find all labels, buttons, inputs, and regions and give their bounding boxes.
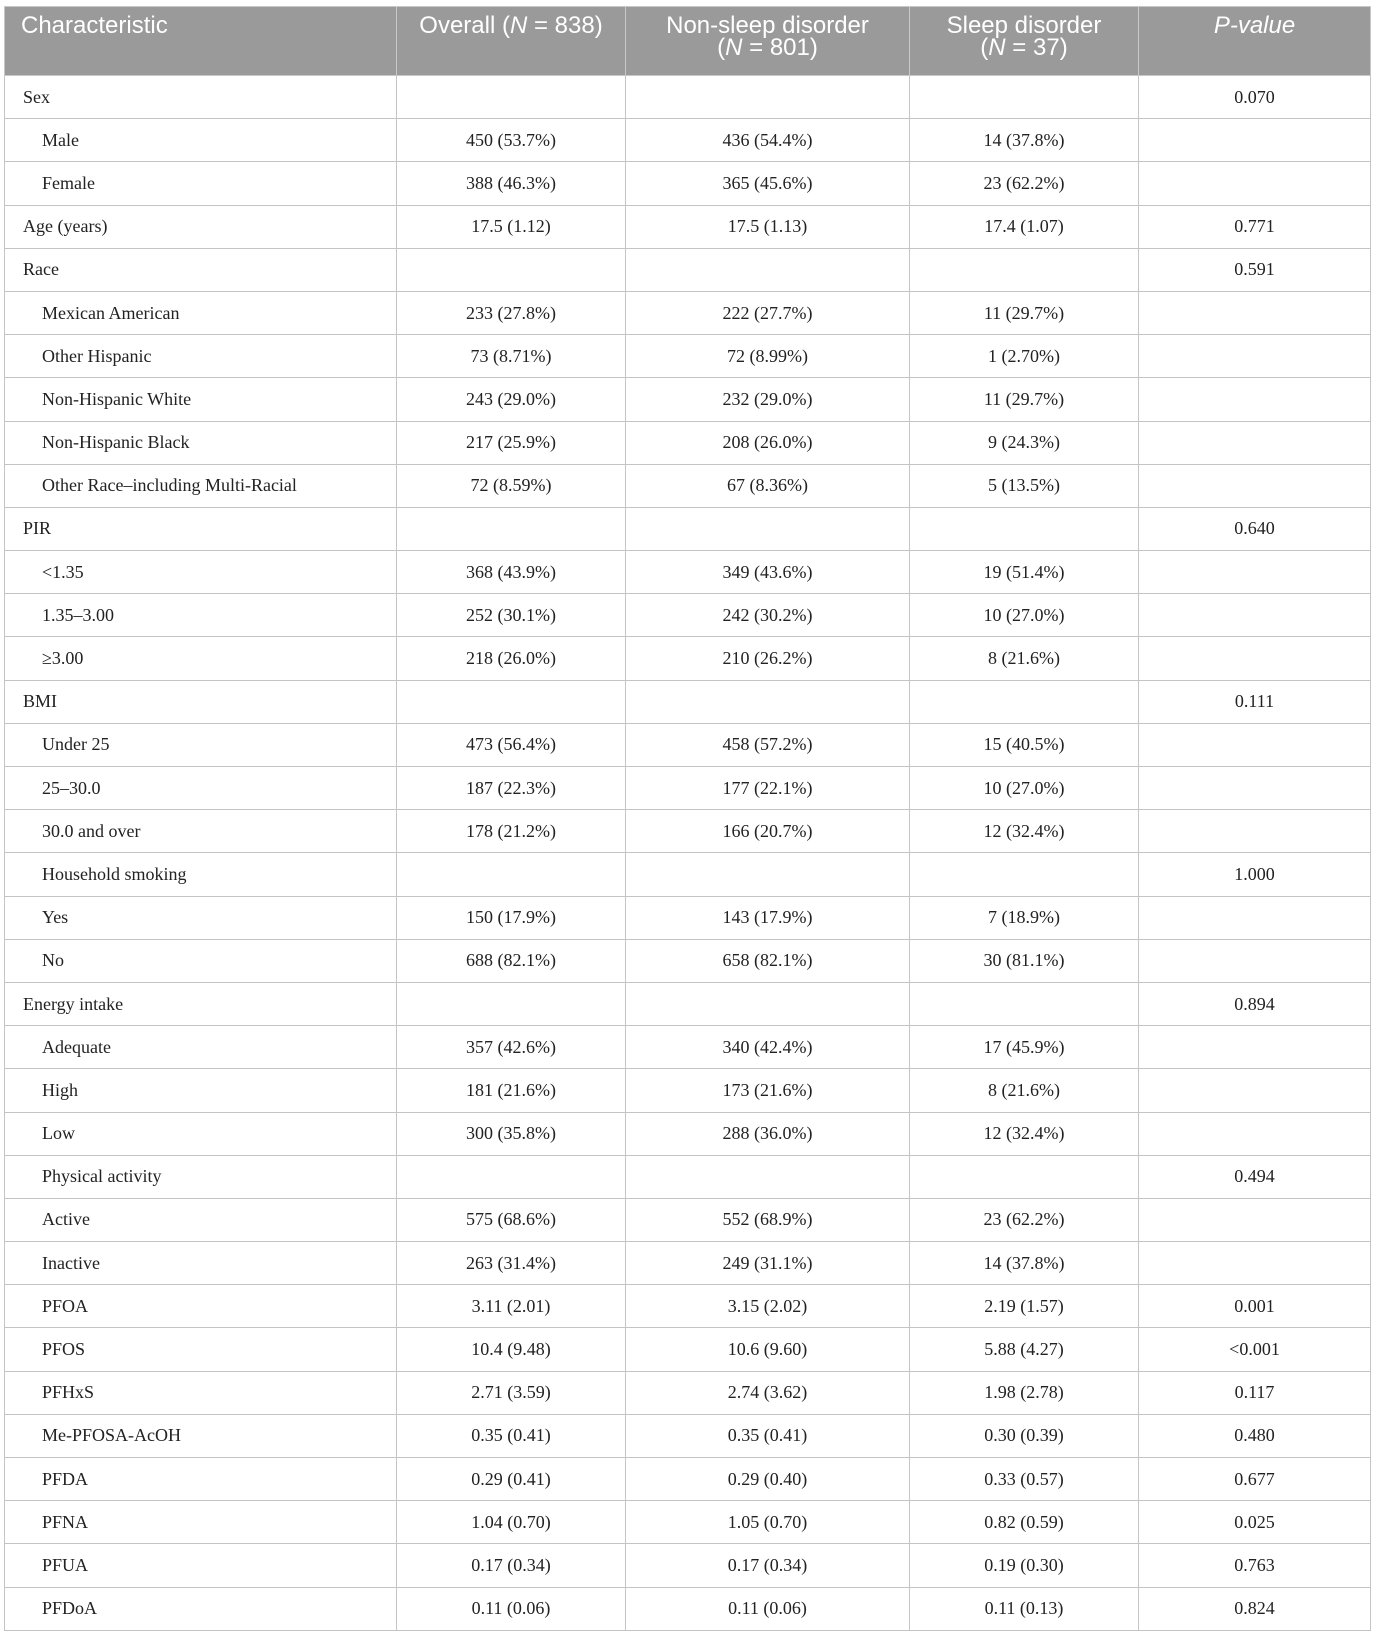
cell-pvalue [1139, 551, 1371, 594]
row-label: Age (years) [5, 205, 397, 248]
cell-overall: 2.71 (3.59) [397, 1371, 626, 1414]
cell-sleep: 9 (24.3%) [910, 421, 1139, 464]
cell-non-sleep: 436 (54.4%) [626, 119, 910, 162]
cell-non-sleep: 249 (31.1%) [626, 1242, 910, 1285]
cell-pvalue: 0.763 [1139, 1544, 1371, 1587]
row-label: No [5, 939, 397, 982]
row-label: <1.35 [5, 551, 397, 594]
cell-overall: 0.29 (0.41) [397, 1458, 626, 1501]
row-label: Race [5, 248, 397, 291]
cell-sleep: 0.11 (0.13) [910, 1587, 1139, 1630]
table-header [5, 7, 1371, 76]
cell-non-sleep: 166 (20.7%) [626, 810, 910, 853]
row-label: PFDA [5, 1458, 397, 1501]
table-row [5, 810, 1371, 853]
cell-sleep: 14 (37.8%) [910, 119, 1139, 162]
cell-overall: 178 (21.2%) [397, 810, 626, 853]
cell-pvalue: 0.025 [1139, 1501, 1371, 1544]
cell-overall [397, 248, 626, 291]
table-row [5, 594, 1371, 637]
cell-non-sleep: 177 (22.1%) [626, 767, 910, 810]
cell-sleep: 12 (32.4%) [910, 1112, 1139, 1155]
header-non-sleep-line1: Non-sleep disorder [666, 12, 869, 39]
header-non-sleep [626, 7, 910, 76]
cell-non-sleep: 143 (17.9%) [626, 896, 910, 939]
cell-sleep: 15 (40.5%) [910, 723, 1139, 766]
table-row [5, 982, 1371, 1025]
cell-overall: 3.11 (2.01) [397, 1285, 626, 1328]
cell-sleep: 5.88 (4.27) [910, 1328, 1139, 1371]
cell-sleep: 10 (27.0%) [910, 767, 1139, 810]
table-row [5, 507, 1371, 550]
cell-sleep: 23 (62.2%) [910, 1198, 1139, 1241]
cell-sleep: 0.82 (0.59) [910, 1501, 1139, 1544]
table-row [5, 637, 1371, 680]
cell-pvalue: 0.894 [1139, 982, 1371, 1025]
table-body [5, 76, 1371, 1631]
header-non-sleep-n: N [725, 34, 743, 61]
cell-pvalue [1139, 291, 1371, 334]
table-row [5, 1026, 1371, 1069]
table-row [5, 896, 1371, 939]
row-label: Active [5, 1198, 397, 1241]
cell-pvalue [1139, 1069, 1371, 1112]
cell-overall: 10.4 (9.48) [397, 1328, 626, 1371]
cell-pvalue: 0.494 [1139, 1155, 1371, 1198]
row-label: 30.0 and over [5, 810, 397, 853]
table-row [5, 1458, 1371, 1501]
cell-non-sleep: 222 (27.7%) [626, 291, 910, 334]
cell-non-sleep: 552 (68.9%) [626, 1198, 910, 1241]
cell-overall: 72 (8.59%) [397, 464, 626, 507]
row-label: 25–30.0 [5, 767, 397, 810]
cell-non-sleep [626, 680, 910, 723]
table-row [5, 1587, 1371, 1630]
cell-overall: 0.17 (0.34) [397, 1544, 626, 1587]
cell-non-sleep: 208 (26.0%) [626, 421, 910, 464]
row-label: Inactive [5, 1242, 397, 1285]
cell-overall: 300 (35.8%) [397, 1112, 626, 1155]
cell-overall: 688 (82.1%) [397, 939, 626, 982]
cell-non-sleep: 17.5 (1.13) [626, 205, 910, 248]
cell-pvalue: 0.001 [1139, 1285, 1371, 1328]
cell-overall: 0.35 (0.41) [397, 1414, 626, 1457]
cell-pvalue [1139, 939, 1371, 982]
table-row [5, 421, 1371, 464]
row-label: Yes [5, 896, 397, 939]
row-label: Household smoking [5, 853, 397, 896]
row-label: Low [5, 1112, 397, 1155]
cell-pvalue [1139, 335, 1371, 378]
cell-sleep: 5 (13.5%) [910, 464, 1139, 507]
table-row [5, 1069, 1371, 1112]
cell-non-sleep: 10.6 (9.60) [626, 1328, 910, 1371]
table-row [5, 853, 1371, 896]
cell-overall: 233 (27.8%) [397, 291, 626, 334]
cell-non-sleep: 173 (21.6%) [626, 1069, 910, 1112]
table-row [5, 162, 1371, 205]
header-non-sleep-post: = 801) [742, 34, 818, 61]
row-label: Non-Hispanic White [5, 378, 397, 421]
header-characteristic-label: Characteristic [21, 12, 168, 39]
header-overall-post: = 838) [527, 12, 603, 39]
table-row [5, 335, 1371, 378]
cell-pvalue [1139, 723, 1371, 766]
cell-non-sleep: 242 (30.2%) [626, 594, 910, 637]
cell-non-sleep [626, 507, 910, 550]
cell-non-sleep: 72 (8.99%) [626, 335, 910, 378]
row-label: ≥3.00 [5, 637, 397, 680]
cell-pvalue [1139, 1242, 1371, 1285]
cell-pvalue: 0.070 [1139, 76, 1371, 119]
row-label: Sex [5, 76, 397, 119]
cell-pvalue [1139, 594, 1371, 637]
row-label: PFNA [5, 1501, 397, 1544]
cell-pvalue: 0.111 [1139, 680, 1371, 723]
table-row [5, 205, 1371, 248]
cell-sleep [910, 853, 1139, 896]
cell-pvalue: 0.591 [1139, 248, 1371, 291]
table-row [5, 1501, 1371, 1544]
table-row [5, 1112, 1371, 1155]
row-label: Adequate [5, 1026, 397, 1069]
row-label: Female [5, 162, 397, 205]
cell-non-sleep: 658 (82.1%) [626, 939, 910, 982]
cell-overall [397, 507, 626, 550]
row-label: Male [5, 119, 397, 162]
cell-non-sleep: 349 (43.6%) [626, 551, 910, 594]
cell-sleep: 19 (51.4%) [910, 551, 1139, 594]
cell-sleep [910, 680, 1139, 723]
table-row [5, 291, 1371, 334]
row-label: Non-Hispanic Black [5, 421, 397, 464]
cell-non-sleep [626, 982, 910, 1025]
header-sleep-line1: Sleep disorder [946, 12, 1102, 39]
cell-sleep [910, 1155, 1139, 1198]
row-label: PFOA [5, 1285, 397, 1328]
cell-non-sleep [626, 1155, 910, 1198]
characteristics-table [4, 6, 1371, 1631]
cell-overall [397, 853, 626, 896]
table-row [5, 1371, 1371, 1414]
cell-sleep: 0.33 (0.57) [910, 1458, 1139, 1501]
table-row [5, 680, 1371, 723]
cell-pvalue [1139, 378, 1371, 421]
table-row [5, 464, 1371, 507]
row-label: Other Race–including Multi-Racial [5, 464, 397, 507]
header-pvalue [1139, 7, 1371, 76]
cell-pvalue: 1.000 [1139, 853, 1371, 896]
cell-overall [397, 76, 626, 119]
cell-sleep: 1.98 (2.78) [910, 1371, 1139, 1414]
header-sleep [910, 7, 1139, 76]
row-label: Under 25 [5, 723, 397, 766]
cell-overall: 181 (21.6%) [397, 1069, 626, 1112]
cell-pvalue [1139, 464, 1371, 507]
cell-overall: 473 (56.4%) [397, 723, 626, 766]
cell-pvalue: 0.771 [1139, 205, 1371, 248]
cell-pvalue [1139, 1198, 1371, 1241]
cell-non-sleep: 288 (36.0%) [626, 1112, 910, 1155]
row-label: PFUA [5, 1544, 397, 1587]
header-sleep-n: N [988, 34, 1006, 61]
cell-overall: 17.5 (1.12) [397, 205, 626, 248]
cell-non-sleep: 232 (29.0%) [626, 378, 910, 421]
cell-overall: 187 (22.3%) [397, 767, 626, 810]
cell-overall: 368 (43.9%) [397, 551, 626, 594]
table-row [5, 1544, 1371, 1587]
table-row [5, 248, 1371, 291]
cell-sleep: 17.4 (1.07) [910, 205, 1139, 248]
row-label: Physical activity [5, 1155, 397, 1198]
cell-sleep: 11 (29.7%) [910, 291, 1139, 334]
cell-sleep: 14 (37.8%) [910, 1242, 1139, 1285]
cell-non-sleep: 0.11 (0.06) [626, 1587, 910, 1630]
cell-overall: 388 (46.3%) [397, 162, 626, 205]
cell-non-sleep: 1.05 (0.70) [626, 1501, 910, 1544]
row-label: 1.35–3.00 [5, 594, 397, 637]
cell-overall [397, 680, 626, 723]
cell-overall: 73 (8.71%) [397, 335, 626, 378]
cell-sleep: 17 (45.9%) [910, 1026, 1139, 1069]
cell-overall: 150 (17.9%) [397, 896, 626, 939]
header-pvalue-label: P-value [1213, 12, 1296, 39]
row-label: PIR [5, 507, 397, 550]
header-overall [397, 7, 626, 76]
header-sleep-pre: ( [980, 34, 989, 61]
table-row [5, 1414, 1371, 1457]
cell-non-sleep: 210 (26.2%) [626, 637, 910, 680]
cell-sleep: 2.19 (1.57) [910, 1285, 1139, 1328]
cell-overall: 1.04 (0.70) [397, 1501, 626, 1544]
cell-non-sleep [626, 853, 910, 896]
table-row [5, 1285, 1371, 1328]
table-row [5, 1328, 1371, 1371]
cell-pvalue: 0.824 [1139, 1587, 1371, 1630]
table-row [5, 939, 1371, 982]
cell-non-sleep: 2.74 (3.62) [626, 1371, 910, 1414]
cell-sleep: 23 (62.2%) [910, 162, 1139, 205]
cell-non-sleep [626, 248, 910, 291]
row-label: High [5, 1069, 397, 1112]
cell-sleep [910, 982, 1139, 1025]
cell-overall: 218 (26.0%) [397, 637, 626, 680]
cell-pvalue [1139, 421, 1371, 464]
cell-overall: 450 (53.7%) [397, 119, 626, 162]
cell-non-sleep: 340 (42.4%) [626, 1026, 910, 1069]
cell-sleep [910, 76, 1139, 119]
cell-non-sleep: 0.17 (0.34) [626, 1544, 910, 1587]
cell-overall [397, 1155, 626, 1198]
cell-pvalue: 0.480 [1139, 1414, 1371, 1457]
cell-pvalue [1139, 162, 1371, 205]
cell-overall: 263 (31.4%) [397, 1242, 626, 1285]
cell-sleep: 0.30 (0.39) [910, 1414, 1139, 1457]
cell-sleep: 0.19 (0.30) [910, 1544, 1139, 1587]
cell-pvalue [1139, 896, 1371, 939]
cell-overall: 575 (68.6%) [397, 1198, 626, 1241]
table-row [5, 551, 1371, 594]
table-row [5, 723, 1371, 766]
cell-non-sleep: 67 (8.36%) [626, 464, 910, 507]
header-sleep-post: = 37) [1005, 34, 1068, 61]
cell-overall: 217 (25.9%) [397, 421, 626, 464]
cell-sleep: 8 (21.6%) [910, 1069, 1139, 1112]
cell-non-sleep: 0.35 (0.41) [626, 1414, 910, 1457]
cell-pvalue [1139, 810, 1371, 853]
row-label: PFOS [5, 1328, 397, 1371]
row-label: Me-PFOSA-AcOH [5, 1414, 397, 1457]
cell-sleep: 11 (29.7%) [910, 378, 1139, 421]
table-row [5, 1242, 1371, 1285]
table-row [5, 767, 1371, 810]
cell-pvalue: 0.117 [1139, 1371, 1371, 1414]
cell-sleep [910, 248, 1139, 291]
cell-overall: 252 (30.1%) [397, 594, 626, 637]
cell-overall: 243 (29.0%) [397, 378, 626, 421]
cell-pvalue [1139, 767, 1371, 810]
row-label: PFHxS [5, 1371, 397, 1414]
header-characteristic [5, 7, 397, 76]
row-label: Mexican American [5, 291, 397, 334]
cell-overall: 357 (42.6%) [397, 1026, 626, 1069]
cell-sleep [910, 507, 1139, 550]
cell-sleep: 8 (21.6%) [910, 637, 1139, 680]
cell-pvalue [1139, 1112, 1371, 1155]
row-label: Other Hispanic [5, 335, 397, 378]
header-overall-pre: Overall ( [419, 12, 510, 39]
row-label: Energy intake [5, 982, 397, 1025]
row-label: BMI [5, 680, 397, 723]
cell-sleep: 30 (81.1%) [910, 939, 1139, 982]
cell-pvalue: <0.001 [1139, 1328, 1371, 1371]
cell-non-sleep [626, 76, 910, 119]
cell-non-sleep: 458 (57.2%) [626, 723, 910, 766]
cell-sleep: 10 (27.0%) [910, 594, 1139, 637]
cell-overall [397, 982, 626, 1025]
header-non-sleep-pre: ( [717, 34, 726, 61]
cell-overall: 0.11 (0.06) [397, 1587, 626, 1630]
table-row [5, 1198, 1371, 1241]
row-label: PFDoA [5, 1587, 397, 1630]
cell-pvalue [1139, 1026, 1371, 1069]
cell-sleep: 12 (32.4%) [910, 810, 1139, 853]
cell-sleep: 1 (2.70%) [910, 335, 1139, 378]
cell-non-sleep: 365 (45.6%) [626, 162, 910, 205]
table-row [5, 76, 1371, 119]
table-row [5, 1155, 1371, 1198]
table-row [5, 378, 1371, 421]
cell-pvalue: 0.640 [1139, 507, 1371, 550]
cell-non-sleep: 3.15 (2.02) [626, 1285, 910, 1328]
cell-sleep: 7 (18.9%) [910, 896, 1139, 939]
cell-pvalue: 0.677 [1139, 1458, 1371, 1501]
header-row [5, 7, 1371, 76]
header-overall-n: N [509, 12, 528, 39]
cell-pvalue [1139, 119, 1371, 162]
table-row [5, 119, 1371, 162]
cell-non-sleep: 0.29 (0.40) [626, 1458, 910, 1501]
cell-pvalue [1139, 637, 1371, 680]
